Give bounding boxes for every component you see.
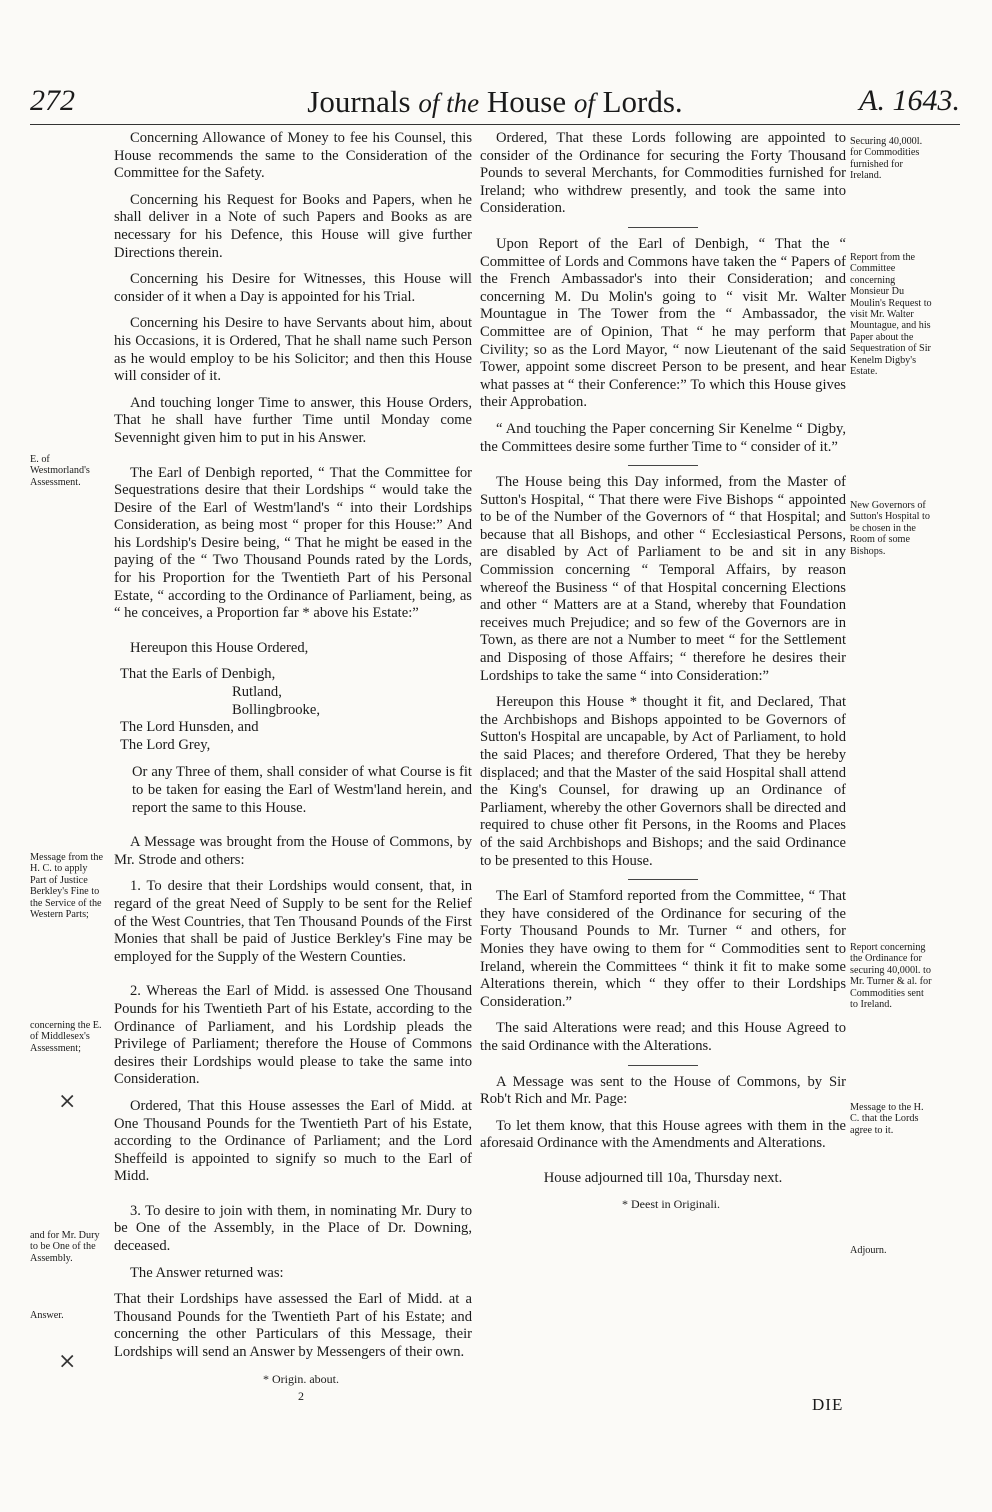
paragraph: 3. To desire to join with them, in nominating Mr. Dury to be One of the Assembly, in the Place of Dr. Downing, deceased. — [114, 1202, 472, 1255]
paragraph: Upon Report of the Earl of Denbigh, “ That the “ Committee of Lords and Commons have taken the “ Papers of the French Ambassador's into their Consideration; and concerning M. Du Molin's going to “ visit Mr. Walter Mountague in The Tower from the “ Ambassador, the Committee are of Opinion, That “ he may perform that Civility; so as the Lord Mayor, “ now Lieutenant of the said Tower, appoint some discreet Person to be present, and hear what passes at “ their Conference:” To which this House gives their Approbation. — [480, 235, 846, 411]
paragraph: Concerning his Desire to have Servants about him, about his Occasions, it is Ordered, That he shall name such Person as he would employ to be his Solicitor; and then this House will consider of it. — [114, 315, 472, 385]
paragraph: And touching longer Time to answer, this House Orders, That he shall have further Time until Monday come Sevennight given him to put in his Answer. — [114, 394, 472, 446]
footnote: * Origin. about. — [263, 1371, 339, 1386]
catchword: DIE — [812, 1395, 844, 1414]
divider — [628, 879, 698, 880]
paragraph: The said Alterations were read; and this House Agreed to the said Ordinance with the Alterations. — [480, 1020, 846, 1054]
year: A. 1643. — [859, 84, 960, 117]
paragraph: Hereupon this House Ordered, — [130, 639, 309, 656]
right-column — [480, 130, 846, 1214]
paragraph: The Earl of Denbigh reported, “ That the Committee for Sequestrations desire that their Lordships “ would take the Desire of the Earl of Westm'land's “ into their Lordships Consideration, as being most “ proper for this House:” And his Lordship's Desire being, “ That he might be eased in the paying of the “ Two Thousand Pounds rated by the Lords, for his Proportion for the Twentieth Part of his Personal Estate, “ according to the Ordinance of Parliament, being, as “ he conceives, a Proportion far * above his Estate:” — [114, 464, 472, 622]
margin-note-message: Message from the H. C. to apply Part of Justice Berkley's Fine to the Service of the Western Parts; — [30, 852, 103, 921]
paragraph: Ordered, That these Lords following are appointed to consider of the Ordinance for securing the Forty Thousand Pounds to several Merchants, for Commodities furnished for Ireland; who withdrew presently, and took the same into Consideration. — [480, 130, 846, 217]
margin-note-adjourn: Adjourn. — [850, 1245, 887, 1256]
paragraph: Concerning Allowance of Money to fee his Counsel, this House recommends the same to the Consideration of the Committee for the Safety. — [114, 130, 472, 182]
margin-note-report: Report from the Committee concerning Monsieur Du Moulin's Request to visit Mr. Walter Mountague, and his Paper about the Sequestration of Sir Kenelm Digby's Estate. — [850, 252, 932, 378]
signature-mark: 2 — [298, 1389, 304, 1404]
paragraph: To let them know, that this House agrees with them in the aforesaid Ordinance with the Amendments and Alterations. — [480, 1117, 846, 1152]
paragraph: Or any Three of them, shall consider of what Course is fit to be taken for easing the Earl of Westm'land herein, and report the same to this House. — [132, 764, 472, 816]
margin-note-governors: New Governors of Sutton's Hospital to be chosen in the Room of some Bishops. — [850, 500, 930, 557]
name-line: Bollingbrooke, — [232, 701, 320, 718]
adjournment: House adjourned till 10a, Thursday next. — [543, 1169, 783, 1186]
title-house: House — [486, 84, 567, 119]
divider — [628, 1065, 698, 1066]
margin-note-answer: Answer. — [30, 1310, 64, 1321]
margin-note-westmorland: E. of Westmorland's Assessment. — [30, 454, 90, 488]
page-header — [30, 84, 960, 125]
paragraph: A Message was brought from the House of Commons, by Mr. Strode and others: — [114, 834, 472, 868]
paragraph: 1. To desire that their Lordships would consent, that, in regard of the great Need of Supply to be sent for the Relief of the West Countries, that Ten Thousand Pounds of the First Monies that shall be paid of Justice Berkley's Fine may be employed for the Supply of the Western Counties. — [114, 878, 472, 965]
committee-names — [120, 666, 472, 754]
title-journals: Journals — [307, 84, 411, 119]
paragraph: 2. Whereas the Earl of Midd. is assessed One Thousand Pounds for his Twentieth Part of his Estate, according to the Ordinance of Parliament, and his Lordship pleads the Privilege of Parliament; therefore the House of Commons desires their Lordships would please to take the same into Consideration. — [114, 983, 472, 1088]
left-column — [114, 130, 472, 1406]
footnote: * Deest in Originali. — [622, 1197, 720, 1212]
handwritten-mark: ⨯ — [58, 1088, 77, 1113]
page-number: 272 — [30, 84, 75, 117]
paragraph: Concerning his Desire for Witnesses, this House will consider of it when a Day is appointed for his Trial. — [114, 271, 472, 305]
paragraph: “ And touching the Paper concerning Sir Kenelme “ Digby, the Committees desire some further Time to “ consider of it.” — [480, 420, 846, 455]
handwritten-mark: ⨯ — [58, 1348, 77, 1373]
paragraph: Concerning his Request for Books and Papers, when he shall deliver in a Note of such Papers and Books as are necessary for his Defence, this House will give further Directions therein. — [114, 191, 472, 261]
margin-note-stamford: Report concerning the Ordinance for securing 40,000l. to Mr. Turner & al. for Commodities sent to Ireland. — [850, 942, 932, 1011]
paragraph: The Answer returned was: — [130, 1264, 284, 1281]
divider — [628, 465, 698, 466]
margin-note-message2: Message to the H. C. that the Lords agree to it. — [850, 1102, 924, 1136]
title-lords: Lords. — [602, 84, 683, 119]
title-of: of — [573, 88, 595, 118]
name-line: The Lord Grey, — [120, 736, 211, 753]
paragraph: That their Lordships have assessed the Earl of Midd. at a Thousand Pounds for the Twentieth Part of his Estate; and concerning the other Particulars of this Message, their Lordships will send an Answer by Messengers of their own. — [114, 1291, 472, 1361]
paragraph: A Message was sent to the House of Commons, by Sir Rob't Rich and Mr. Page: — [480, 1073, 846, 1108]
name-line: That the Earls of Denbigh, — [120, 666, 276, 683]
margin-note-middlesex: concerning the E. of Middlesex's Assessment; — [30, 1020, 102, 1054]
divider — [628, 227, 698, 228]
paragraph: Ordered, That this House assesses the Earl of Midd. at One Thousand Pounds for the Twentieth Part of his Estate, according to the Ordinance of Parliament; and the Lord Sheffeild is appointed to signify so much to the Earl of Midd. — [114, 1097, 472, 1185]
running-title — [30, 84, 960, 120]
margin-note-dury: and for Mr. Dury to be One of the Assembly. — [30, 1230, 100, 1264]
margin-note-securing: Securing 40,000l. for Commodities furnished for Ireland. — [850, 136, 923, 182]
name-line: Rutland, — [232, 684, 282, 701]
name-line: The Lord Hunsden, and — [120, 719, 259, 736]
paragraph: The Earl of Stamford reported from the Committee, “ That they have considered of the Ordinance for securing of the Forty Thousand Pounds to Mr. Turner “ and others, for Monies they have owing to them for “ Commodities sent to Ireland, wherein the Committees “ think it fit to make some Alterations therein, which “ they offer to their Lordships Consideration.” — [480, 888, 846, 1010]
paragraph: Hereupon this House * thought it fit, and Declared, That the Archbishops and Bishops appointed to be Governors of Sutton's Hospital are uncapable, by Act of Parliament, to hold the said Places; and therefore Ordered, That they be hereby displaced; and that the Master of the said Hospital shall attend the King's Counsel, for drawing up an Ordinance of Parliament, whereby the other Governors shall be directed and required to chuse other fit Persons, in the Rooms and Places of the said Archbishops and Bishops; and the said Ordinance to be presented to this House. — [480, 694, 846, 869]
title-of-the: of the — [418, 88, 480, 118]
paragraph: The House being this Day informed, from the Master of Sutton's Hospital, “ That there were Five Bishops “ appointed to be of the Number of the Governors of “ that Hospital; and because that all Bishops, and other “ Ecclesiastical Persons, are disabled by Act of Parliament to be and sit in any Commission concerning “ Temporal Affairs, by reason whereof the Business “ of that Hospital concerning Elections and other “ Matters are at a Stand, whereby that Foundation receives much Prejudice; and so few of the Governors are in Town, as there are not a Number to meet “ for the Settlement and Disposing of those Affairs; “ therefore he desires their Lordships to take the same “ into Consideration:” — [480, 474, 846, 684]
